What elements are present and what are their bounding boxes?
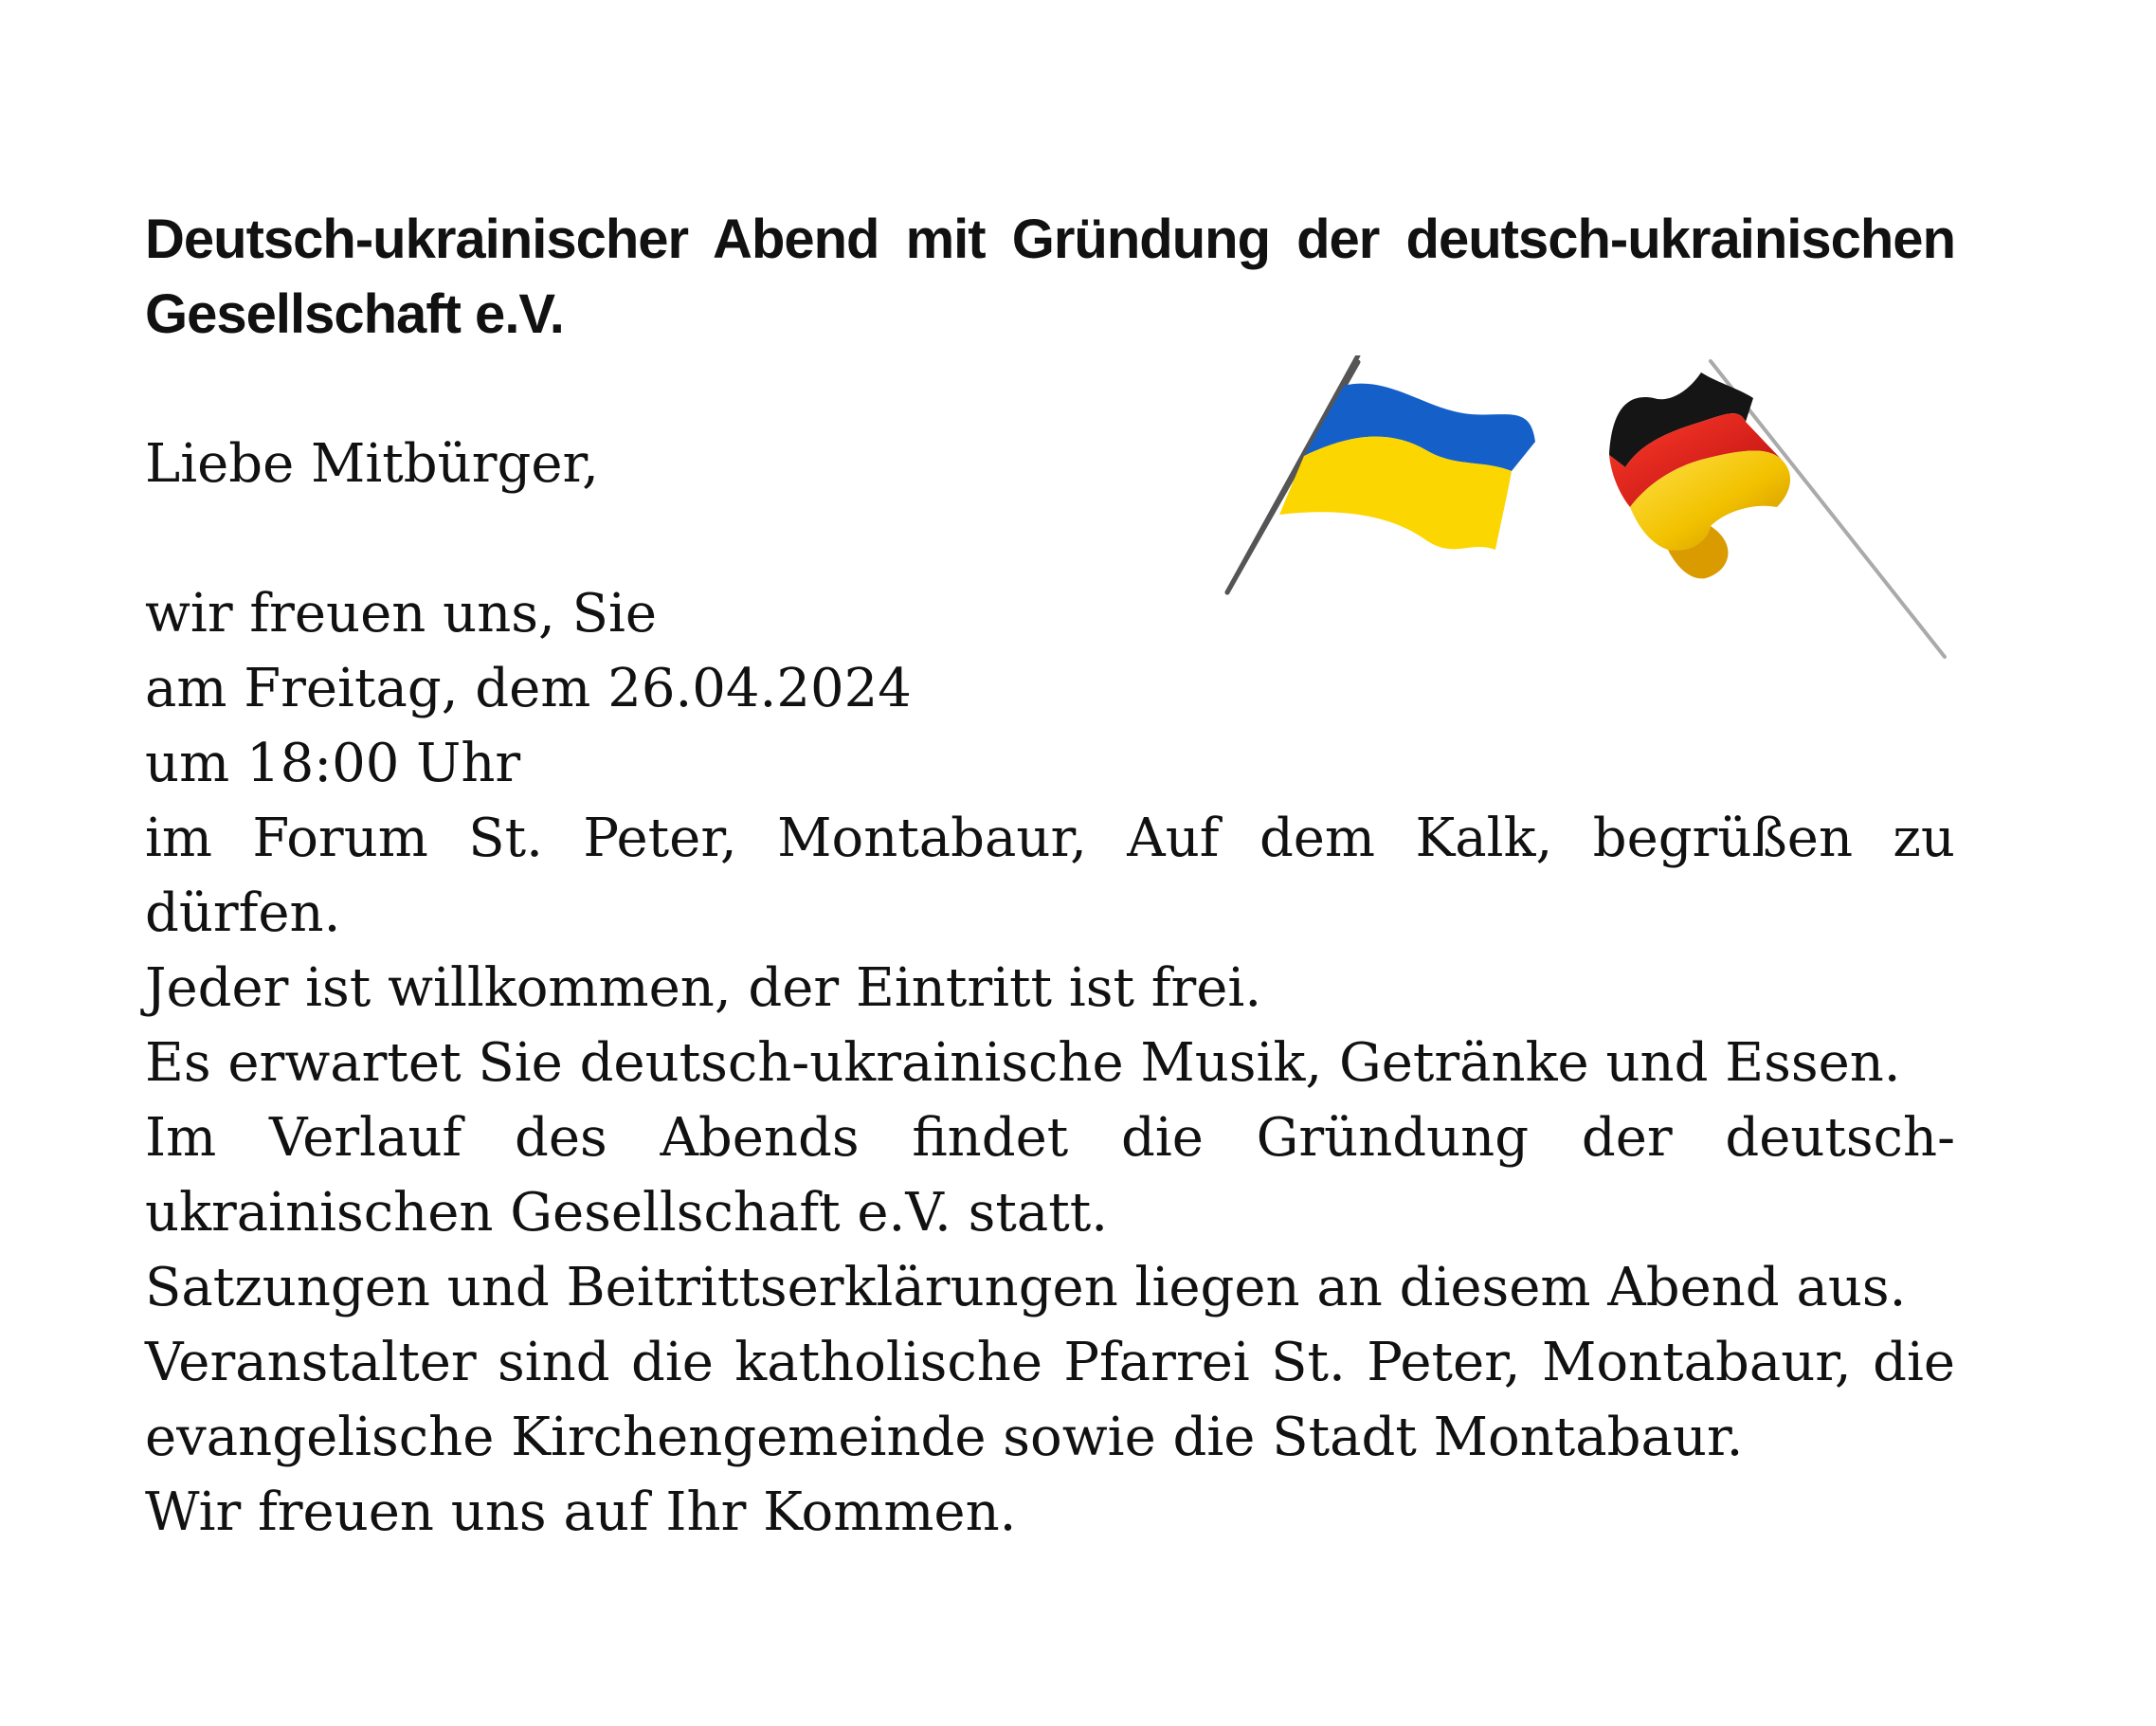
line-time: um 18:00 Uhr — [145, 733, 521, 794]
line-invite: wir freuen uns, Sie — [145, 583, 658, 645]
invitation-text — [145, 576, 1955, 1550]
line-closing: Wir freuen uns auf Ihr Kommen. — [145, 1481, 1017, 1543]
document-title: Deutsch-ukrainischer Abend mit Gründung der deutsch-ukrainischen Gesellschaft e.V. — [145, 209, 1955, 345]
flags-illustration — [1223, 355, 1952, 668]
line-welcome: Jeder ist willkommen, der Eintritt ist frei. — [145, 957, 1262, 1019]
line-founding: Im Verlauf des Abends findet die Gründung der deutsch-ukrainischen Gesellschaft e.V. statt. — [145, 1107, 1955, 1244]
line-date: am Freitag, dem 26.04.2024 — [145, 658, 912, 719]
ukraine-flag-icon — [1227, 355, 1535, 592]
line-program: Es erwartet Sie deutsch-ukrainische Musik, Getränke und Essen. — [145, 1032, 1901, 1094]
greeting: Liebe Mitbürger, — [145, 433, 599, 495]
line-location: im Forum St. Peter, Montabaur, Auf dem Kalk, begrüßen zu dürfen. — [145, 808, 1955, 944]
line-documents: Satzungen und Beitrittserklärungen liegen an diesem Abend aus. — [145, 1257, 1907, 1318]
line-organizers: Veranstalter sind die katholische Pfarrei St. Peter, Montabaur, die evangelische Kirchengemeinde sowie die Stadt Montabaur. — [145, 1332, 1955, 1468]
germany-flag-icon — [1609, 361, 1945, 657]
